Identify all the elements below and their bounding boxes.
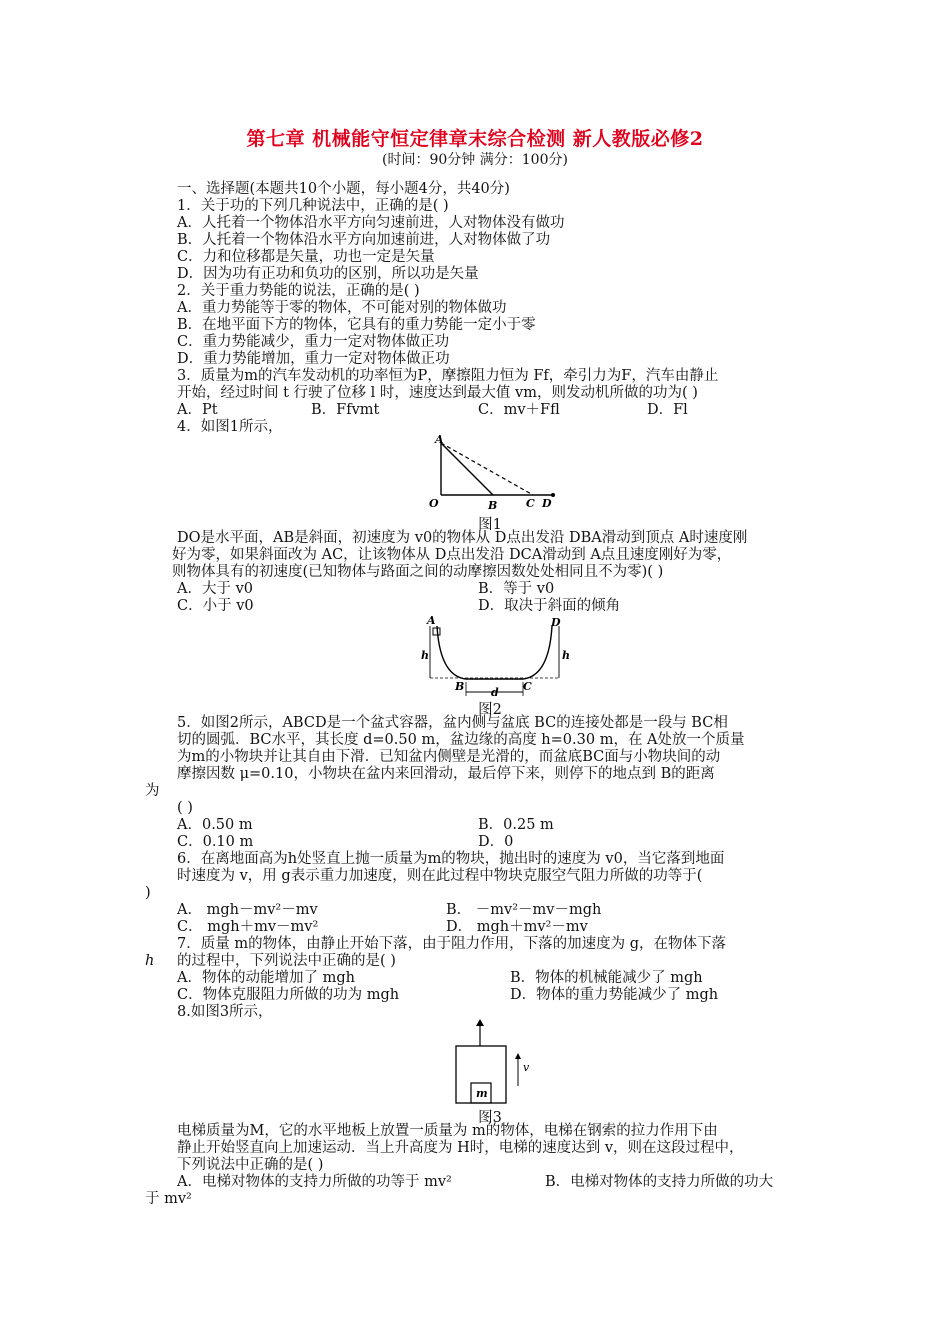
q3-stem-line2: 开始，经过时间 t 行驶了位移 l 时，速度达到最大值 vm，则发动机所做的功为( ) — [177, 385, 698, 401]
q7-text-line2: 的过程中，下列说法中正确的是( ) — [177, 953, 396, 969]
section-heading: 一、选择题(本题共10个小题，每小题4分，共40分) — [177, 181, 510, 197]
q5-text-line2: 切的圆弧．BC水平，其长度 d=0.50 m，盆边缘的高度 h=0.30 m，在 A处放一个质量 — [177, 732, 745, 748]
q6-option-b: B． －mv²－mv－mgh — [446, 902, 602, 918]
figure-1-caption: 图1 — [478, 517, 502, 533]
q5-answer-blank: ( ) — [177, 800, 193, 816]
q8-text-line2: 静止开始竖直向上加速运动．当上升高度为 H时，电梯的速度达到 v，则在这段过程中， — [177, 1140, 744, 1156]
page-subtitle: (时间：90分钟 满分：100分) — [382, 152, 568, 168]
page-title: 第七章 机械能守恒定律章末综合检测 新人教版必修2 — [246, 128, 704, 150]
fig3-label-m: m — [476, 1087, 488, 1100]
q4-stem: 4．如图1所示， — [177, 419, 283, 435]
q6-option-a: A． mgh－mv²－mv — [177, 902, 318, 918]
figure-3-caption: 图3 — [478, 1110, 502, 1126]
fig2-label-c: C — [523, 680, 532, 693]
q1-option-a: A．人托着一个物体沿水平方向匀速前进，人对物体没有做功 — [177, 215, 565, 231]
q1-option-c: C．力和位移都是矢量，功也一定是矢量 — [177, 249, 435, 265]
q4-option-b: B．等于 v0 — [478, 581, 555, 597]
q7-text-line1: 7．质量 m的物体，由静止开始下落，由于阻力作用，下落的加速度为 g，在物体下落 — [177, 936, 726, 952]
q5-option-a: A．0.50 m — [177, 817, 253, 833]
q4-text-line2: 好为零，如果斜面改为 AC，让该物体从 D点出发沿 DCA滑动到 A点且速度刚好为零， — [172, 547, 732, 563]
q5-text-line3: 为m的小物块并让其自由下滑．已知盆内侧壁是光滑的，而盆底BC面与小物块间的动 — [177, 749, 721, 765]
q3-option-d: D．Fl — [647, 402, 688, 418]
fig2-label-d: D — [551, 616, 561, 629]
q3-option-b: B．Ffvmt — [311, 402, 380, 418]
fig1-label-b: B — [488, 499, 498, 512]
q6-text-line3: ) — [145, 885, 151, 901]
fig3-label-v: v — [523, 1061, 530, 1074]
q4-option-c: C．小于 v0 — [177, 598, 254, 614]
fig2-label-h-left: h — [421, 649, 429, 662]
q7-option-d: D．物体的重力势能减少了 mgh — [510, 987, 719, 1003]
q8-option-a: A．电梯对物体的支持力所做的功等于 mv² — [177, 1174, 452, 1190]
q5-text-line5: 为 — [145, 783, 160, 799]
fig1-label-d: D — [542, 497, 552, 510]
fig2-label-b: B — [455, 680, 465, 693]
figure-2-basin — [420, 614, 570, 704]
q1-option-b: B．人托着一个物体沿水平方向加速前进，人对物体做了功 — [177, 232, 551, 248]
q2-stem: 2．关于重力势能的说法，正确的是( ) — [177, 283, 420, 299]
q8-stem: 8.如图3所示， — [177, 1004, 273, 1020]
q1-stem: 1．关于功的下列几种说法中，正确的是( ) — [177, 198, 449, 214]
q6-text-line1: 6．在离地面高为h处竖直上抛一质量为m的物块，抛出时的速度为 v0，当它落到地面 — [177, 851, 725, 867]
figure-2-caption: 图2 — [478, 702, 502, 718]
q5-option-b: B．0.25 m — [478, 817, 554, 833]
q2-option-b: B．在地平面下方的物体，它具有的重力势能一定小于零 — [177, 317, 536, 333]
fig1-label-o: O — [429, 497, 439, 510]
q5-text-line1: 5．如图2所示，ABCD是一个盆式容器，盆内侧与盆底 BC的连接处都是一段与 BC相 — [177, 715, 728, 731]
q6-option-d: D． mgh＋mv²－mv — [446, 919, 588, 935]
q5-option-d: D．0 — [478, 834, 514, 850]
q8-option-b: B．电梯对物体的支持力所做的功大 — [545, 1174, 774, 1190]
q3-option-c: C．mv＋Ffl — [478, 402, 560, 418]
q7-text-h: h — [145, 953, 155, 969]
q4-option-a: A．大于 v0 — [177, 581, 253, 597]
figure-3-elevator — [446, 1016, 546, 1106]
fig1-label-a: A — [435, 433, 444, 446]
q1-option-d: D．因为功有正功和负功的区别，所以功是矢量 — [177, 266, 479, 282]
q3-stem-line1: 3．质量为m的汽车发动机的功率恒为P，摩擦阻力恒为 Ff，牵引力为F，汽车由静止 — [177, 368, 719, 384]
q3-option-a: A．Pt — [177, 402, 218, 418]
q4-option-d: D．取决于斜面的倾角 — [478, 598, 621, 614]
q6-option-c: C． mgh＋mv－mv² — [177, 919, 319, 935]
q2-option-c: C．重力势能减少，重力一定对物体做正功 — [177, 334, 450, 350]
fig1-label-c: C — [526, 497, 535, 510]
q4-text-line3: 则物体具有的初速度(已知物体与路面之间的动摩擦因数处处相同且不为零)( ) — [172, 564, 664, 580]
q6-text-line2: 时速度为 v，用 g表示重力加速度，则在此过程中物块克服空气阻力所做的功等于( — [177, 868, 703, 884]
q7-option-a: A．物体的动能增加了 mgh — [177, 970, 355, 986]
q5-option-c: C．0.10 m — [177, 834, 254, 850]
q7-option-c: C．物体克服阻力所做的功为 mgh — [177, 987, 400, 1003]
q2-option-a: A．重力势能等于零的物体，不可能对别的物体做功 — [177, 300, 507, 316]
q8-text-line1: 电梯质量为M，它的水平地板上放置一质量为 m的物体，电梯在钢索的拉力作用下由 — [177, 1123, 718, 1139]
q2-option-d: D．重力势能增加，重力一定对物体做正功 — [177, 351, 450, 367]
q8-text-line3: 下列说法中正确的是( ) — [177, 1157, 324, 1173]
q7-option-b: B．物体的机械能减少了 mgh — [510, 970, 703, 986]
figure-1-incline — [425, 433, 565, 513]
fig2-label-a: A — [427, 614, 436, 627]
q8-option-b-cont: 于 mv² — [145, 1191, 192, 1207]
q5-text-line4: 摩擦因数 μ=0.10，小物块在盆内来回滑动，最后停下来，则停下的地点到 B的距离 — [177, 766, 715, 782]
fig2-label-d-length: d — [491, 686, 499, 699]
fig2-label-h-right: h — [562, 649, 570, 662]
q4-text-line1: DO是水平面，AB是斜面，初速度为 v0的物体从 D点出发沿 DBA滑动到顶点 A时速度刚 — [177, 530, 748, 546]
